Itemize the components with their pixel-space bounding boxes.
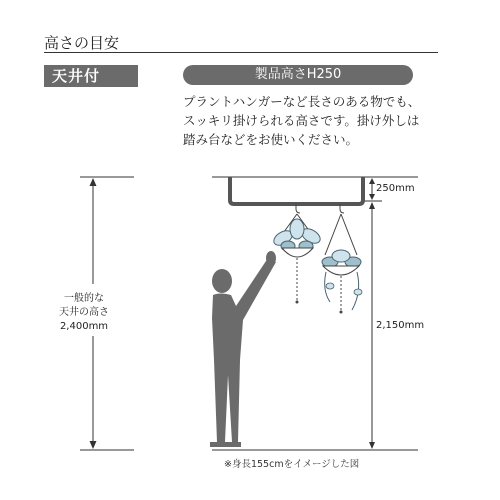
clear-height-arrow — [369, 202, 375, 449]
description-line: プラントハンガーなど長さのある物でも、 — [183, 94, 421, 109]
ceiling-hanger-rail-icon — [230, 177, 363, 204]
section-title: 高さの目安 — [44, 34, 120, 52]
description-line: 踏み台などをお使いください。 — [183, 132, 359, 147]
ceiling-height-label — [50, 292, 118, 334]
mount-type-badge: 天井付 — [44, 65, 138, 87]
hanging-plant-icon — [271, 219, 322, 304]
ceiling-height-line: 天井の高さ — [59, 307, 109, 318]
hanging-plant-icon — [322, 250, 362, 314]
person-silhouette-icon — [210, 251, 276, 447]
description-line: スッキリ掛けられる高さです。掛け外しは — [183, 113, 420, 128]
product-height-label: 250mm — [376, 183, 415, 194]
ceiling-height-line: 一般的な — [64, 293, 104, 304]
product-height-pill: 製品高さH250 — [183, 65, 413, 85]
ceiling-height-value: 2,400mm — [59, 321, 109, 332]
figure-note: ※身長155cmをイメージした図 — [224, 459, 360, 470]
clear-height-label: 2,150mm — [376, 320, 425, 331]
